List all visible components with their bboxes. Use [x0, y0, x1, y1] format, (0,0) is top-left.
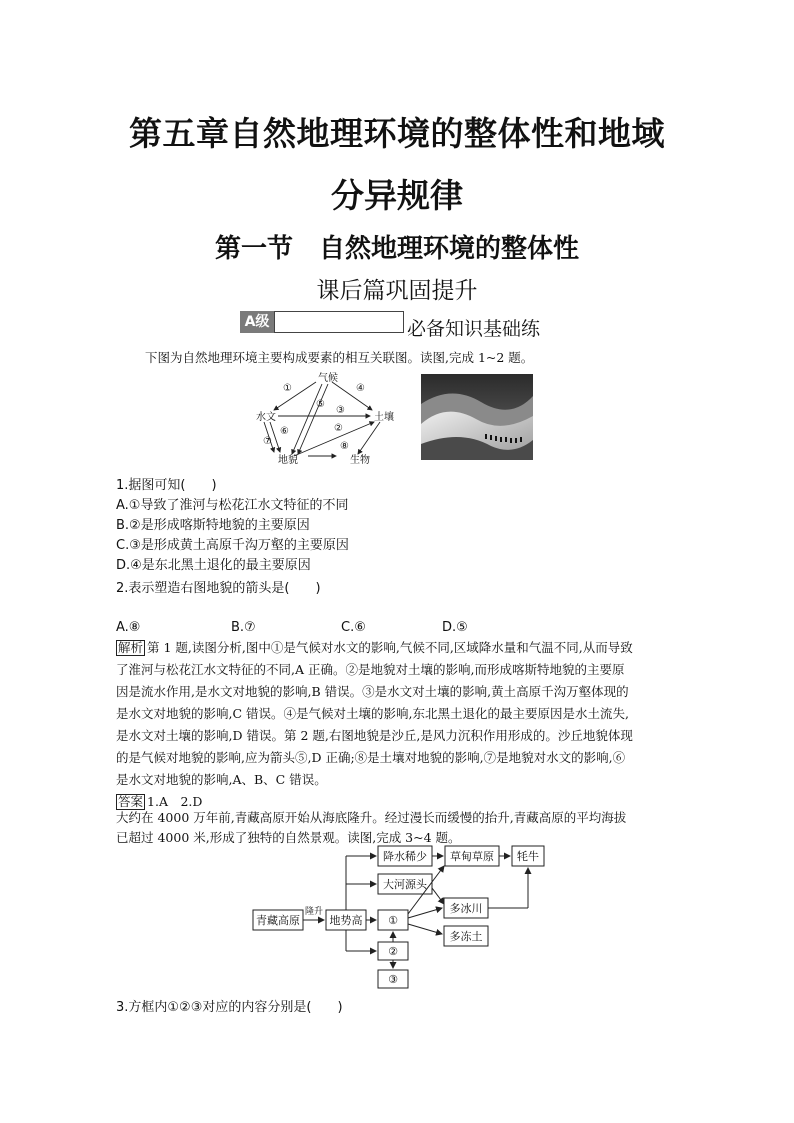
arrow-label-6: ⑥ — [280, 426, 289, 437]
arrow-label-5: ⑤ — [316, 399, 325, 410]
arrow-label-4: ④ — [356, 383, 365, 394]
analysis-line-6: 的是气候对地貌的影响,应为箭头⑤,D 正确;⑧是土壤对地貌的影响,⑦是地貌对水文的影响,⑥ — [116, 750, 626, 765]
box-river-source: 大河源头 — [383, 878, 427, 891]
q1-option-c: C.③是形成黄土高原千沟万壑的主要原因 — [116, 538, 349, 553]
box-yak: 牦牛 — [517, 850, 539, 863]
answer-text: 1.A 2.D — [147, 794, 203, 809]
node-biology: 生物 — [350, 455, 370, 466]
arrow-label-1: ① — [283, 383, 292, 394]
sand-dune-photo — [421, 374, 533, 460]
box-tibetan-plateau: 青藏高原 — [256, 914, 300, 927]
analysis-line-2: 了淮河与松花江水文特征的不同,A 正确。②是地貌对土壤的影响,而形成喀斯特地貌的主要原 — [116, 662, 625, 677]
section-title: 第一节 自然地理环境的整体性 — [214, 234, 579, 264]
analysis-text-1: 第 1 题,读图分析,图中①是气候对水文的影响,气候不同,区域降水量和气温不同,从而导致 — [147, 640, 633, 655]
question-3-stem: 3.方框内①②③对应的内容分别是( ) — [116, 1000, 343, 1015]
analysis-line-1 — [116, 638, 633, 658]
node-hydrology: 水文 — [256, 412, 276, 423]
analysis-tag: 解析 — [118, 640, 144, 655]
q2-option-d: D.⑤ — [442, 620, 468, 635]
box-permafrost: 多冻土 — [449, 930, 483, 943]
q1-option-d: D.④是东北黑土退化的最主要原因 — [116, 558, 311, 573]
label-uplift: 隆升 — [304, 907, 324, 917]
q2-option-a: A.⑧ — [116, 620, 141, 635]
level-banner-frame — [274, 311, 404, 333]
intro-3-4-line-2: 已超过 4000 米,形成了独特的自然景观。读图,完成 3~4 题。 — [116, 830, 461, 845]
box-blank-1: ① — [388, 914, 398, 927]
elements-relation-diagram — [250, 370, 410, 466]
q1-option-b: B.②是形成喀斯特地貌的主要原因 — [116, 518, 310, 533]
analysis-line-4: 是水文对地貌的影响,C 错误。④是气候对土壤的影响,东北黑土退化的最主要原因是水土流失, — [116, 706, 629, 721]
node-soil: 土壤 — [374, 412, 394, 423]
chapter-title-line2: 分异规律 — [331, 176, 463, 215]
question-1-stem: 1.据图可知( ) — [116, 478, 217, 493]
box-blank-3: ③ — [388, 973, 398, 986]
box-meadow-steppe: 草甸草原 — [450, 850, 494, 863]
analysis-line-5: 是水文对土壤的影响,D 错误。第 2 题,右图地貌是沙丘,是风力沉积作用形成的。沙丘地貌体现 — [116, 728, 633, 743]
level-badge: A级 — [240, 311, 274, 333]
node-landform: 地貌 — [278, 455, 298, 466]
q2-option-b: B.⑦ — [231, 620, 256, 635]
box-blank-2: ② — [388, 945, 398, 958]
level-label: 必备知识基础练 — [407, 318, 541, 340]
q1-option-a: A.①导致了淮河与松花江水文特征的不同 — [116, 498, 349, 513]
chapter-title: 第五章自然地理环境的整体性和地域 — [129, 114, 665, 153]
tibet-plateau-flow-diagram — [248, 842, 560, 992]
arrow-label-8: ⑧ — [340, 441, 349, 452]
analysis-line-7: 是水文对地貌的影响,A、B、C 错误。 — [116, 772, 327, 787]
box-high-terrain: 地势高 — [329, 914, 363, 927]
arrow-label-2: ② — [334, 423, 343, 434]
question-2-stem: 2.表示塑造右图地貌的箭头是( ) — [116, 581, 321, 596]
answer-tag: 答案 — [118, 794, 144, 809]
node-climate: 气候 — [318, 373, 338, 384]
intro-3-4-line-1: 大约在 4000 万年前,青藏高原开始从海底隆升。经过漫长而缓慢的抬升,青藏高原的平均海拔 — [116, 810, 627, 825]
analysis-line-3: 因是流水作用,是水文对地貌的影响,B 错误。③是水文对土壤的影响,黄土高原千沟万壑体现的 — [116, 684, 629, 699]
intro-question-1-2: 下图为自然地理环境主要构成要素的相互关联图。读图,完成 1~2 题。 — [145, 350, 534, 365]
subsection-title: 课后篇巩固提升 — [316, 278, 478, 304]
arrow-label-7: ⑦ — [263, 436, 272, 447]
box-many-glaciers: 多冰川 — [449, 902, 483, 915]
box-scarce-rain: 降水稀少 — [383, 850, 427, 863]
q2-option-c: C.⑥ — [341, 620, 366, 635]
arrow-label-3: ③ — [336, 405, 345, 416]
